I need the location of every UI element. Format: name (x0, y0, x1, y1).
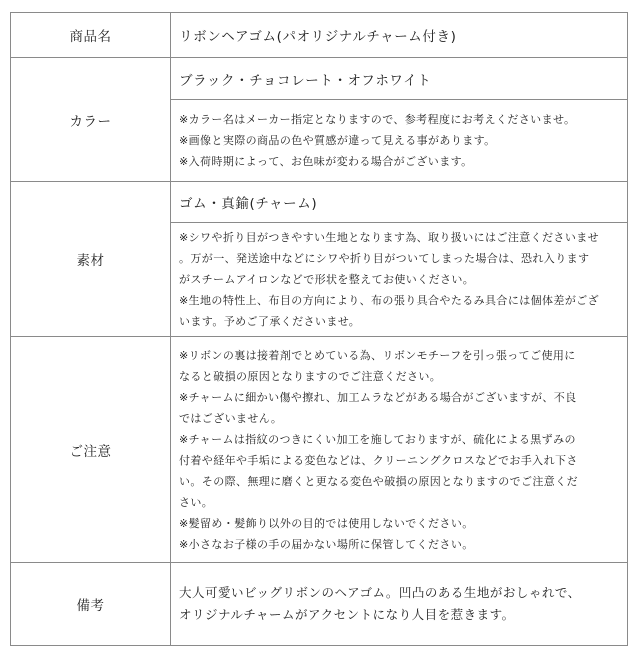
material-note-line: がスチームアイロンなどで形状を整えてお使いください。 (179, 273, 475, 286)
color-label: カラー (11, 58, 171, 182)
caution-label: ご注意 (11, 337, 171, 563)
material-value: ゴム・真鍮(チャーム) (171, 182, 628, 223)
caution-note-line: ※小さなお子様の手の届かない場所に保管してください。 (179, 537, 474, 551)
material-notes (171, 223, 628, 337)
row-caution (11, 337, 628, 563)
caution-note-line: 付着や経年や手垢による変色などは、クリーニングクロスなどでお手入れ下さ (179, 453, 578, 467)
caution-notes (171, 337, 628, 563)
caution-note-line: ではございません。 (179, 411, 283, 425)
color-note-line: ※入荷時期によって、お色味が変わる場合がございます。 (179, 155, 473, 168)
caution-note-line: ※チャームに細かい傷や擦れ、加工ムラなどがある場合がございますが、不良 (179, 390, 577, 404)
row-color (11, 58, 628, 100)
material-note-line: ※生地の特性上、布目の方向により、布の張り具合やたるみ具合には個体差がござ (179, 294, 600, 307)
material-label: 素材 (11, 182, 171, 337)
product-name-value: リボンヘアゴム(パオリジナルチャーム付き) (171, 13, 628, 58)
caution-note-line: なると破損の原因となりますのでご注意ください。 (179, 369, 442, 383)
caution-note-line: ※リボンの裏は接着剤でとめている為、リボンモチーフを引っ張ってご使用に (179, 348, 576, 362)
material-note-line: います。予めご了承くださいませ。 (179, 315, 361, 328)
row-remarks (11, 563, 628, 646)
color-note-line: ※画像と実際の商品の色や質感が違って見える事があります。 (179, 134, 496, 147)
material-note-line: 。万が一、発送途中などにシワや折り目がついてしまった場合は、恐れ入ります (179, 252, 590, 265)
remarks-line: 大人可愛いビッグリボンのヘアゴム。凹凸のある生地がおしゃれで、 (179, 585, 581, 600)
remarks-text (171, 563, 628, 646)
product-name-label: 商品名 (11, 13, 171, 58)
caution-note-line: い。その際、無理に磨くと更なる変色や破損の原因となりますのでご注意くだ (179, 474, 578, 488)
caution-note-line: さい。 (179, 495, 214, 509)
caution-note-line: ※髪留め・髪飾り以外の目的では使用しないでください。 (179, 516, 474, 530)
product-spec-table (10, 12, 628, 646)
row-material (11, 182, 628, 223)
color-notes (171, 100, 628, 182)
caution-note-line: ※チャームは指紋のつきにくい加工を施しておりますが、硫化による黒ずみの (179, 432, 576, 446)
remarks-label: 備考 (11, 563, 171, 646)
color-note-line: ※カラー名はメーカー指定となりますので、参考程度にお考えくださいませ。 (179, 113, 576, 126)
remarks-line: オリジナルチャームがアクセントになり人目を惹きます。 (179, 607, 515, 622)
color-value: ブラック・チョコレート・オフホワイト (171, 58, 628, 100)
row-product-name (11, 13, 628, 58)
material-note-line: ※シワや折り目がつきやすい生地となります為、取り扱いにはご注意くださいませ (179, 231, 600, 244)
